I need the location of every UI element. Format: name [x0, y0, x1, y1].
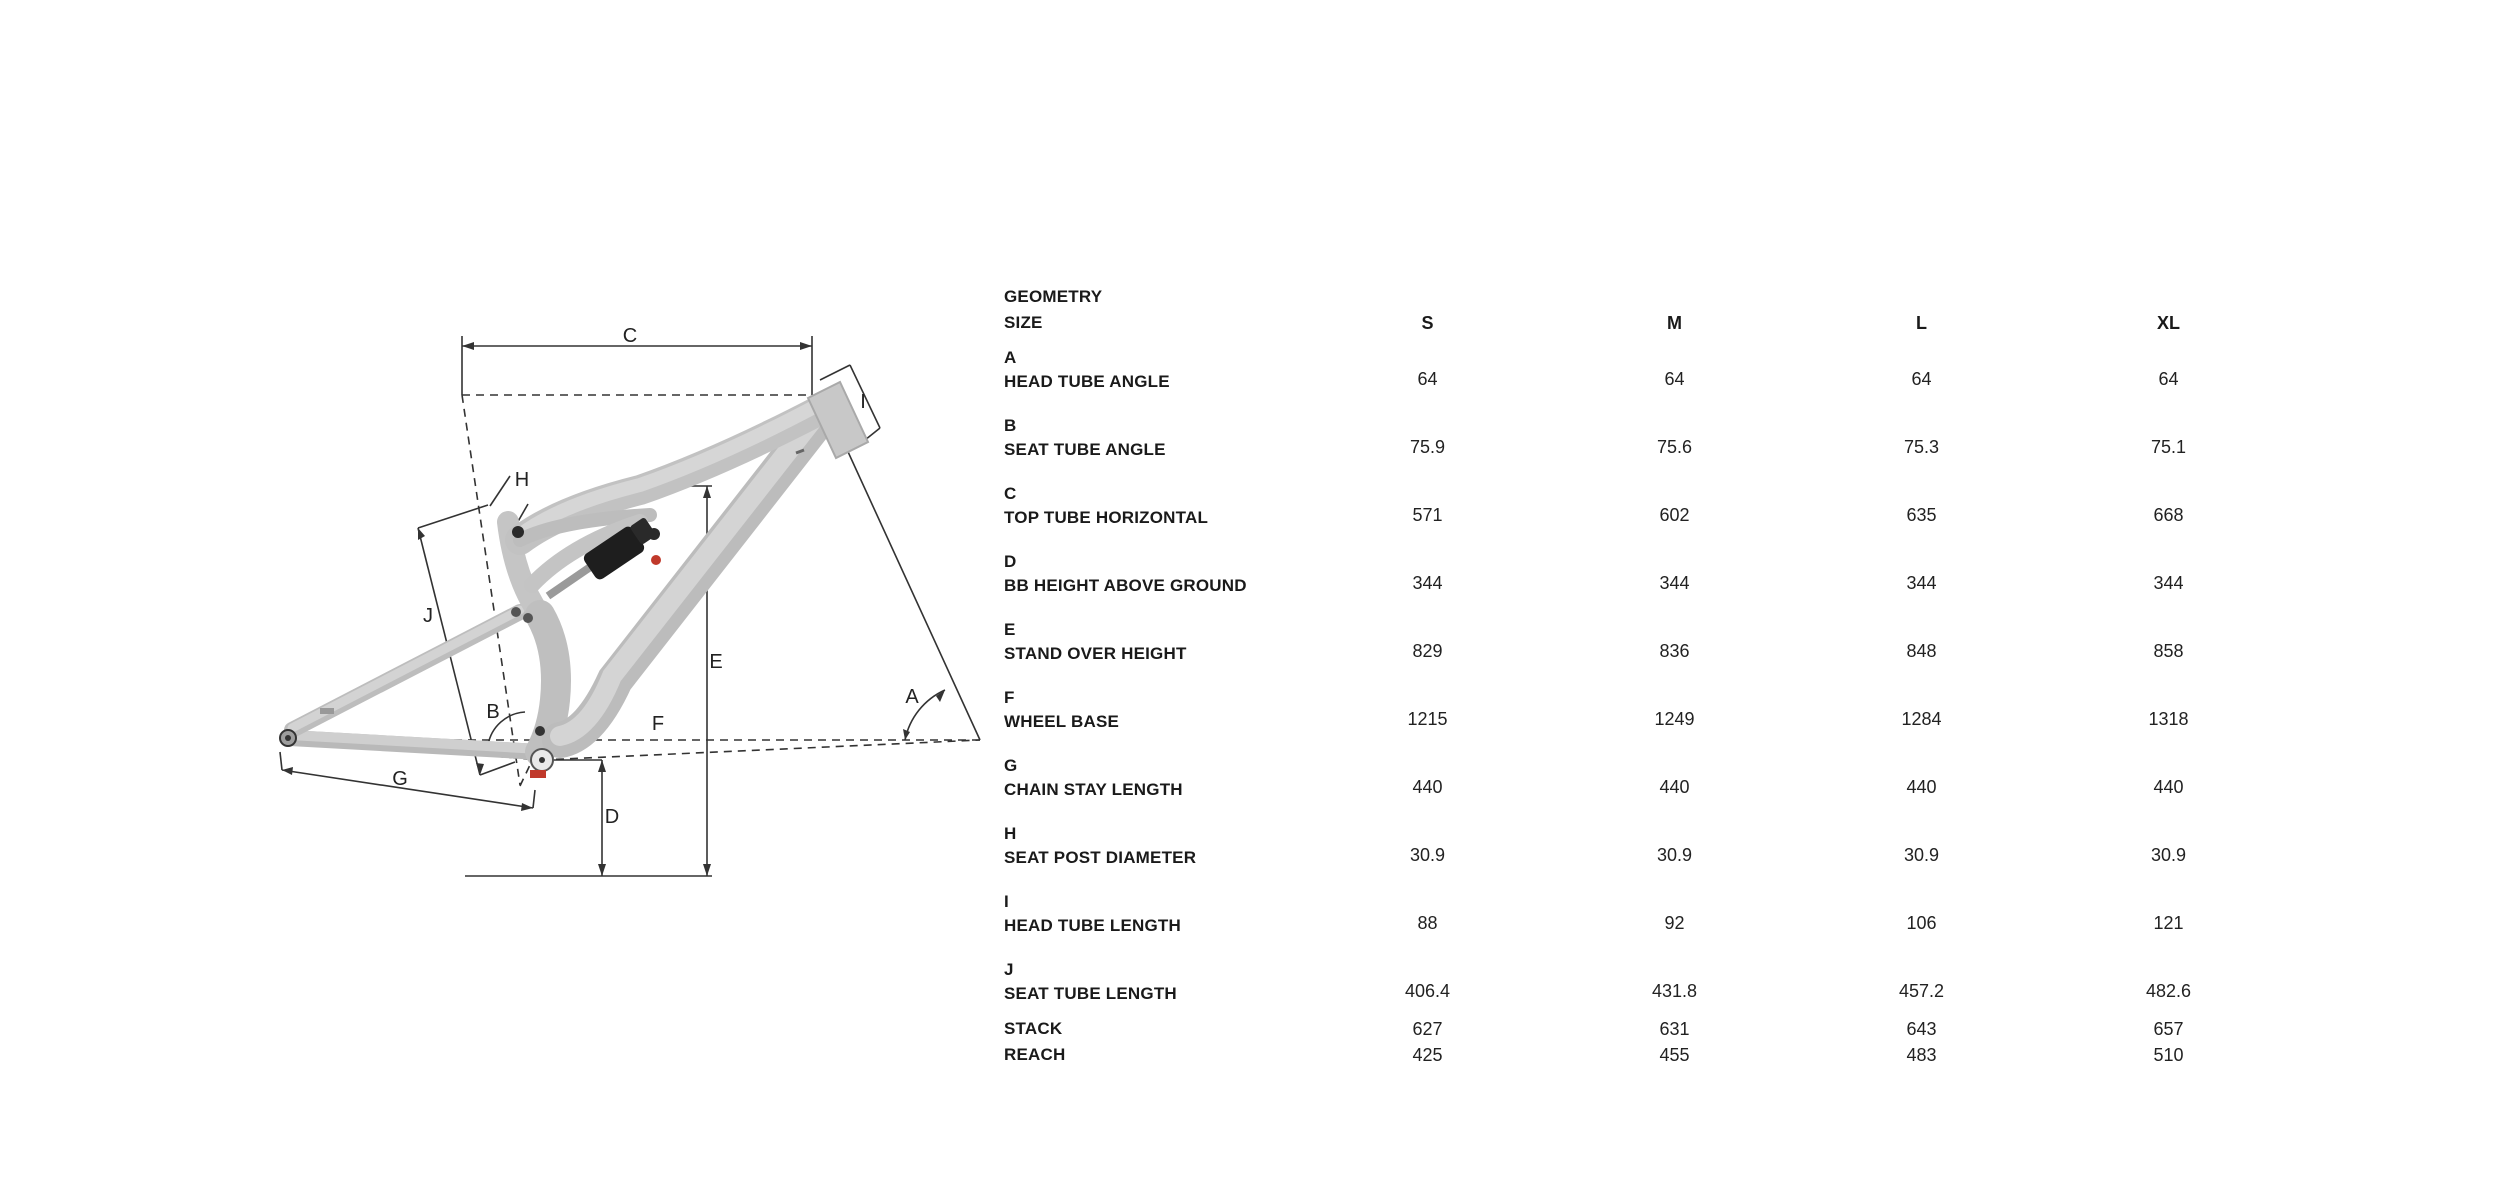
measurement-name: HEAD TUBE LENGTH: [1004, 916, 1181, 935]
measurement-name: SEAT TUBE LENGTH: [1004, 984, 1177, 1003]
measurement-label-cell: [1004, 676, 1304, 744]
measurement-label-cell: [1004, 948, 1304, 1016]
value-cell-m: 92: [1664, 912, 1685, 933]
measurement-name: TOP TUBE HORIZONTAL: [1004, 508, 1209, 527]
measurement-label-cell: [1004, 608, 1304, 676]
label-g: G: [392, 768, 408, 790]
size-header-m: M: [1667, 312, 1682, 333]
label-b: B: [486, 701, 500, 723]
value-cell-m: 1249: [1654, 708, 1695, 729]
value-cell-xl: 858: [2153, 640, 2184, 661]
value-cell-xl: 121: [2153, 912, 2184, 933]
table-row: [1004, 676, 2292, 744]
value-cell-xl: 510: [2153, 1044, 2184, 1065]
value-cell-s: 344: [1412, 572, 1443, 593]
size-label-cell: [1004, 310, 1304, 336]
table-row: [1004, 1042, 2292, 1068]
measurement-label-cell: [1004, 1042, 1304, 1068]
frame-geometry-diagram: [270, 320, 990, 900]
measurement-name: STACK: [1004, 1019, 1063, 1038]
label-f: F: [651, 713, 665, 735]
value-cell-l: 483: [1906, 1044, 1937, 1065]
value-cell-m: 836: [1659, 640, 1690, 661]
table-title-text: GEOMETRY: [1004, 287, 1103, 306]
table-row: [1004, 744, 2292, 812]
value-cell-l: 635: [1906, 504, 1937, 525]
measurement-label-cell: [1004, 540, 1304, 608]
measurement-label-cell: [1004, 336, 1304, 404]
value-cell-m: 64: [1664, 368, 1685, 389]
measurement-name: SEAT TUBE ANGLE: [1004, 440, 1166, 459]
value-cell-s: 571: [1412, 504, 1443, 525]
measurement-label-cell: [1004, 472, 1304, 540]
label-h: H: [514, 469, 530, 491]
measurement-label-cell: [1004, 880, 1304, 948]
measurement-name: WHEEL BASE: [1004, 712, 1120, 731]
value-cell-s: 829: [1412, 640, 1443, 661]
value-cell-m: 30.9: [1656, 844, 1693, 865]
value-cell-l: 30.9: [1903, 844, 1940, 865]
value-cell-l: 643: [1906, 1018, 1937, 1039]
seat-axis-ref: [462, 395, 520, 785]
measurement-key: D: [1004, 552, 1017, 571]
geometry-table: [1004, 284, 2292, 1068]
measurement-key: H: [1004, 824, 1017, 843]
label-c: C: [622, 325, 638, 347]
size-header-s: S: [1421, 312, 1434, 333]
value-cell-l: 848: [1906, 640, 1937, 661]
value-cell-l: 440: [1906, 776, 1937, 797]
value-cell-xl: 344: [2153, 572, 2184, 593]
value-cell-xl: 440: [2153, 776, 2184, 797]
value-cell-l: 344: [1906, 572, 1937, 593]
value-cell-s: 30.9: [1409, 844, 1446, 865]
reference-lines: [286, 395, 980, 786]
value-cell-l: 457.2: [1898, 980, 1945, 1001]
value-cell-s: 1215: [1407, 708, 1448, 729]
value-cell-s: 88: [1417, 912, 1438, 933]
value-cell-xl: 75.1: [2150, 436, 2187, 457]
value-cell-m: 602: [1659, 504, 1690, 525]
table-row: [1004, 472, 2292, 540]
value-cell-xl: 657: [2153, 1018, 2184, 1039]
measurement-key: A: [1004, 348, 1017, 367]
title-row: [1004, 284, 2292, 310]
bb-to-front-ref: [542, 740, 980, 760]
table-row: [1004, 948, 2292, 1016]
measurement-label-cell: [1004, 1016, 1304, 1042]
geometry-table-body: [1004, 284, 2292, 1068]
table-row: [1004, 880, 2292, 948]
measurement-key: B: [1004, 416, 1017, 435]
value-cell-s: 406.4: [1404, 980, 1451, 1001]
value-cell-xl: 482.6: [2145, 980, 2192, 1001]
value-cell-s: 440: [1412, 776, 1443, 797]
value-cell-m: 440: [1659, 776, 1690, 797]
value-cell-l: 1284: [1901, 708, 1942, 729]
measurement-name: SEAT POST DIAMETER: [1004, 848, 1197, 867]
value-cell-xl: 30.9: [2150, 844, 2187, 865]
value-cell-xl: 668: [2153, 504, 2184, 525]
measurement-key: G: [1004, 756, 1018, 775]
size-header-row: [1004, 310, 2292, 336]
table-row: [1004, 812, 2292, 880]
label-e: E: [709, 651, 723, 673]
value-cell-s: 425: [1412, 1044, 1443, 1065]
bike-frame: [290, 405, 820, 752]
label-a: A: [905, 686, 919, 708]
value-cell-l: 75.3: [1903, 436, 1940, 457]
measurement-name: CHAIN STAY LENGTH: [1004, 780, 1183, 799]
value-cell-m: 631: [1659, 1018, 1690, 1039]
size-label: SIZE: [1004, 313, 1043, 332]
value-cell-m: 344: [1659, 572, 1690, 593]
size-header-l: L: [1916, 312, 1927, 333]
frame-drawing: [270, 320, 990, 900]
value-cell-m: 431.8: [1651, 980, 1698, 1001]
dimension-lines: [280, 336, 980, 876]
value-cell-s: 64: [1417, 368, 1438, 389]
size-header-xl: XL: [2156, 312, 2180, 333]
value-cell-s: 75.9: [1409, 436, 1446, 457]
table-row: [1004, 1016, 2292, 1042]
table-row: [1004, 404, 2292, 472]
value-cell-l: 106: [1906, 912, 1937, 933]
table-row: [1004, 336, 2292, 404]
measurement-key: I: [1004, 892, 1009, 911]
measurement-label-cell: [1004, 404, 1304, 472]
measurement-name: HEAD TUBE ANGLE: [1004, 372, 1170, 391]
value-cell-m: 75.6: [1656, 436, 1693, 457]
measurement-label-cell: [1004, 744, 1304, 812]
table-row: [1004, 540, 2292, 608]
value-cell-l: 64: [1911, 368, 1932, 389]
label-d: D: [604, 806, 620, 828]
measurement-key: J: [1004, 960, 1014, 979]
measurement-key: E: [1004, 620, 1016, 639]
label-j: J: [423, 605, 433, 627]
value-cell-m: 455: [1659, 1044, 1690, 1065]
value-cell-xl: 64: [2158, 368, 2179, 389]
label-i: I: [860, 391, 866, 413]
measurement-name: REACH: [1004, 1045, 1066, 1064]
value-cell-s: 627: [1412, 1018, 1443, 1039]
measurement-key: F: [1004, 688, 1015, 707]
table-row: [1004, 608, 2292, 676]
measurement-name: BB HEIGHT ABOVE GROUND: [1004, 576, 1247, 595]
value-cell-xl: 1318: [2148, 708, 2189, 729]
measurement-label-cell: [1004, 812, 1304, 880]
table-title: [1004, 284, 1304, 310]
measurement-name: STAND OVER HEIGHT: [1004, 644, 1187, 663]
measurement-key: C: [1004, 484, 1017, 503]
